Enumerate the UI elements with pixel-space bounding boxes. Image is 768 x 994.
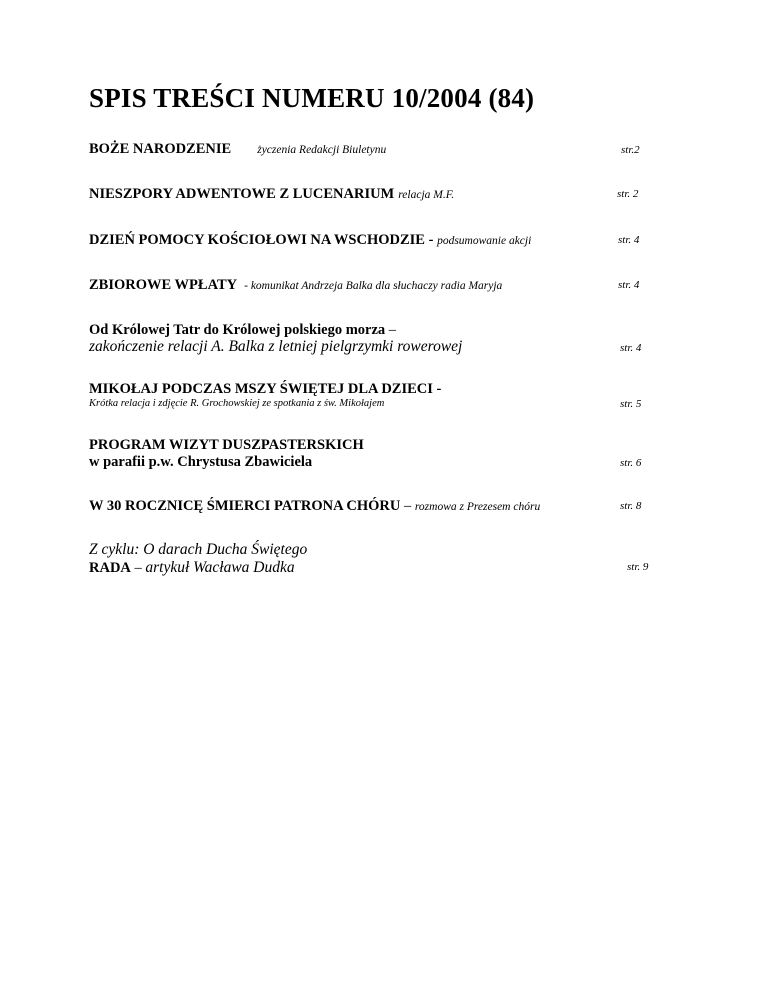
entry-description: Krótka relacja i zdjęcie R. Grochowskiej ze spotkania z św. Mikołajem bbox=[89, 398, 385, 409]
entry-heading: DZIEŃ POMOCY KOŚCIOŁOWI NA WSCHODZIE bbox=[89, 232, 425, 248]
toc-entry bbox=[89, 185, 454, 203]
toc-entry bbox=[89, 231, 531, 249]
entry-heading-line2: w parafii p.w. Chrystusa Zbawiciela bbox=[89, 454, 313, 470]
entry-separator: - bbox=[424, 232, 438, 248]
entry-heading: MIKOŁAJ PODCZAS MSZY ŚWIĘTEJ DLA DZIECI - bbox=[89, 381, 442, 397]
toc-entry bbox=[89, 497, 540, 515]
page-number: str.2 bbox=[621, 144, 640, 156]
entry-separator: – bbox=[400, 498, 415, 514]
entry-heading: W 30 ROCZNICĘ ŚMIERCI PATRONA CHÓRU bbox=[89, 498, 401, 514]
entry-description: - komunikat Andrzeja Balka dla słuchaczy radia Maryja bbox=[244, 280, 503, 292]
page-title: SPIS TREŚCI NUMERU 10/2004 (84) bbox=[89, 83, 535, 113]
toc-entry bbox=[89, 140, 386, 158]
entry-description: życzenia Redakcji Biuletynu bbox=[257, 144, 387, 156]
entry-description: artykuł Wacława Dudka bbox=[145, 559, 295, 576]
entry-heading: Od Królowej Tatr do Królowej polskiego morza bbox=[89, 322, 386, 338]
page-number: str. 2 bbox=[617, 188, 639, 200]
entry-heading: ZBIOROWE WPŁATY bbox=[89, 277, 238, 293]
page-number: str. 4 bbox=[620, 342, 642, 354]
page-number: str. 6 bbox=[620, 457, 642, 469]
page-number: str. 5 bbox=[620, 398, 642, 410]
toc-entry bbox=[89, 276, 502, 294]
toc-entry bbox=[89, 541, 307, 577]
page-number: str. 4 bbox=[618, 234, 640, 246]
entry-heading: NIESZPORY ADWENTOWE Z LUCENARIUM bbox=[89, 186, 395, 202]
entry-description: rozmowa z Prezesem chóru bbox=[414, 501, 541, 513]
entry-separator: – bbox=[130, 560, 146, 576]
entry-heading: RADA bbox=[89, 560, 131, 576]
page-number: str. 4 bbox=[618, 279, 640, 291]
entry-separator: – bbox=[385, 322, 397, 338]
entry-series-label: Z cyklu: O darach Ducha Świętego bbox=[89, 541, 308, 558]
toc-entry bbox=[89, 381, 441, 409]
entry-description: podsumowanie akcji bbox=[437, 235, 532, 247]
toc-entry bbox=[89, 437, 364, 471]
toc-entry bbox=[89, 321, 462, 356]
entry-description: relacja M.F. bbox=[398, 189, 455, 201]
entry-heading: PROGRAM WIZYT DUSZPASTERSKICH bbox=[89, 437, 364, 453]
page-number: str. 9 bbox=[627, 561, 649, 573]
page-number: str. 8 bbox=[620, 500, 642, 512]
entry-description: zakończenie relacji A. Balka z letniej pielgrzymki rowerowej bbox=[89, 338, 463, 355]
entry-heading: BOŻE NARODZENIE bbox=[89, 141, 232, 157]
